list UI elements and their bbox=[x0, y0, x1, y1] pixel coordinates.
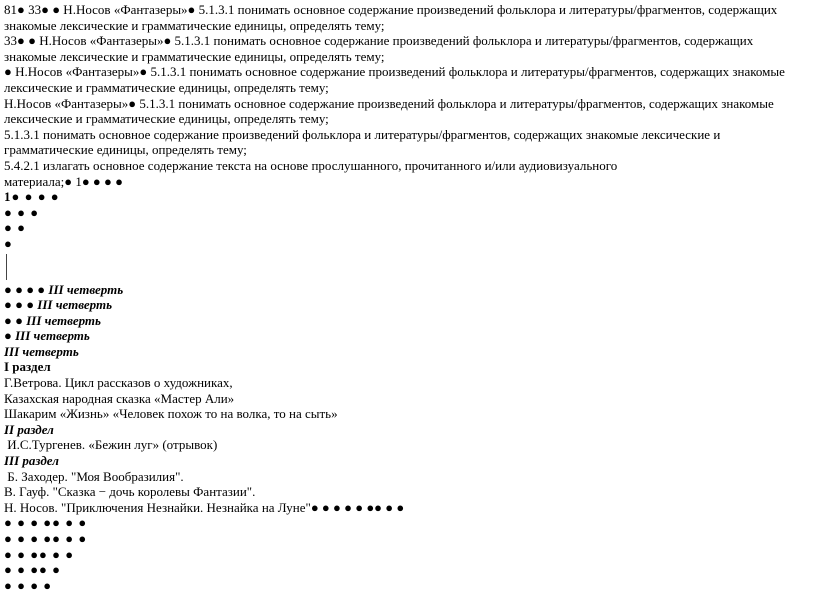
section-2 bbox=[4, 422, 812, 453]
quarter-heading: ● ● ● III четверть bbox=[4, 297, 113, 313]
quarter-heading: ● III четверть bbox=[4, 328, 90, 344]
bullet-rows-top bbox=[4, 189, 812, 251]
bullet-row: ● ● ●● ● ● bbox=[4, 546, 75, 562]
reading-item: Б. Заходер. "Моя Вообразилия". bbox=[4, 468, 184, 484]
text-line: лексические и грамматические единицы, определять тему; bbox=[4, 111, 329, 127]
text-line: лексические и грамматические единицы, определять тему; bbox=[4, 79, 329, 95]
quarter-headings bbox=[4, 282, 812, 360]
quarter-heading: III четверть bbox=[4, 343, 79, 359]
reading-item: Шакарим «Жизнь» «Человек похож то на волка, то на сыть» bbox=[4, 406, 338, 422]
bullet-row: ● ● bbox=[4, 220, 26, 236]
section-title: I раздел bbox=[4, 359, 51, 375]
quarter-heading: ● ● ● ● III четверть bbox=[4, 281, 124, 297]
bullet-row: ● ● ●● ● bbox=[4, 562, 62, 578]
reading-item: В. Гауф. "Сказка − дочь королевы Фантазии". bbox=[4, 484, 256, 500]
section-1 bbox=[4, 359, 812, 421]
section-title: II раздел bbox=[4, 421, 54, 437]
reading-item: И.С.Тургенев. «Бежин луг» (отрывок) bbox=[4, 437, 218, 453]
text-line: грамматические единицы, определять тему; bbox=[4, 142, 247, 158]
bullet-row: 1● ● ● ● bbox=[4, 189, 60, 205]
vertical-rule bbox=[6, 254, 7, 280]
bullet-row: ● ● ● ● bbox=[4, 577, 53, 593]
section-3 bbox=[4, 453, 812, 515]
objectives-block bbox=[4, 2, 812, 189]
bullet-rows-bottom bbox=[4, 515, 812, 593]
text-line: 5.4.2.1 излагать основное содержание текста на основе прослушанного, прочитанного и/или аудиовизуального bbox=[4, 157, 618, 173]
text-line: ● Н.Носов «Фантазеры»● 5.1.3.1 понимать основное содержание произведений фольклора и литературы/фрагментов, содержащих знакомые bbox=[4, 64, 785, 80]
objective-entry-4 bbox=[4, 96, 812, 127]
text-line: знакомые лексические и грамматические единицы, определять тему; bbox=[4, 17, 385, 33]
reading-item: Н. Носов. "Приключения Незнайки. Незнайка на Луне"● ● ● ● ● ●● ● ● bbox=[4, 499, 405, 515]
bullet-row: ● ● ● bbox=[4, 204, 40, 220]
bullet-row: ● bbox=[4, 235, 13, 251]
objective-entry-2 bbox=[4, 33, 812, 64]
text-line: Н.Носов «Фантазеры»● 5.1.3.1 понимать основное содержание произведений фольклора и литературы/фрагментов, содержащих знакомые bbox=[4, 95, 774, 111]
objective-entry-6 bbox=[4, 158, 812, 189]
bullet-row: ● ● ● ●● ● ● bbox=[4, 531, 88, 546]
bullet-row: ● ● ● ●● ● ● bbox=[4, 515, 88, 531]
section-title: III раздел bbox=[4, 453, 59, 469]
text-line: 5.1.3.1 понимать основное содержание произведений фольклора и литературы/фрагментов, содержащих знакомые лексические и bbox=[4, 126, 721, 142]
text-line: материала;● 1● ● ● ● bbox=[4, 173, 123, 189]
objective-entry-3 bbox=[4, 64, 812, 95]
text-line: 81● 33● ● Н.Носов «Фантазеры»● 5.1.3.1 понимать основное содержание произведений фольклора и литературы/фрагментов, содержащих bbox=[4, 2, 778, 17]
quarter-heading: ● ● III четверть bbox=[4, 312, 101, 328]
reading-item: Г.Ветрова. Цикл рассказов о художниках, bbox=[4, 375, 233, 391]
reading-item: Казахская народная сказка «Мастер Али» bbox=[4, 390, 235, 406]
objective-entry-1 bbox=[4, 2, 812, 33]
text-line: 33● ● Н.Носов «Фантазеры»● 5.1.3.1 понимать основное содержание произведений фольклора и литературы/фрагментов, содержащих bbox=[4, 33, 754, 49]
text-line: знакомые лексические и грамматические единицы, определять тему; bbox=[4, 48, 385, 64]
objective-entry-5 bbox=[4, 127, 812, 158]
